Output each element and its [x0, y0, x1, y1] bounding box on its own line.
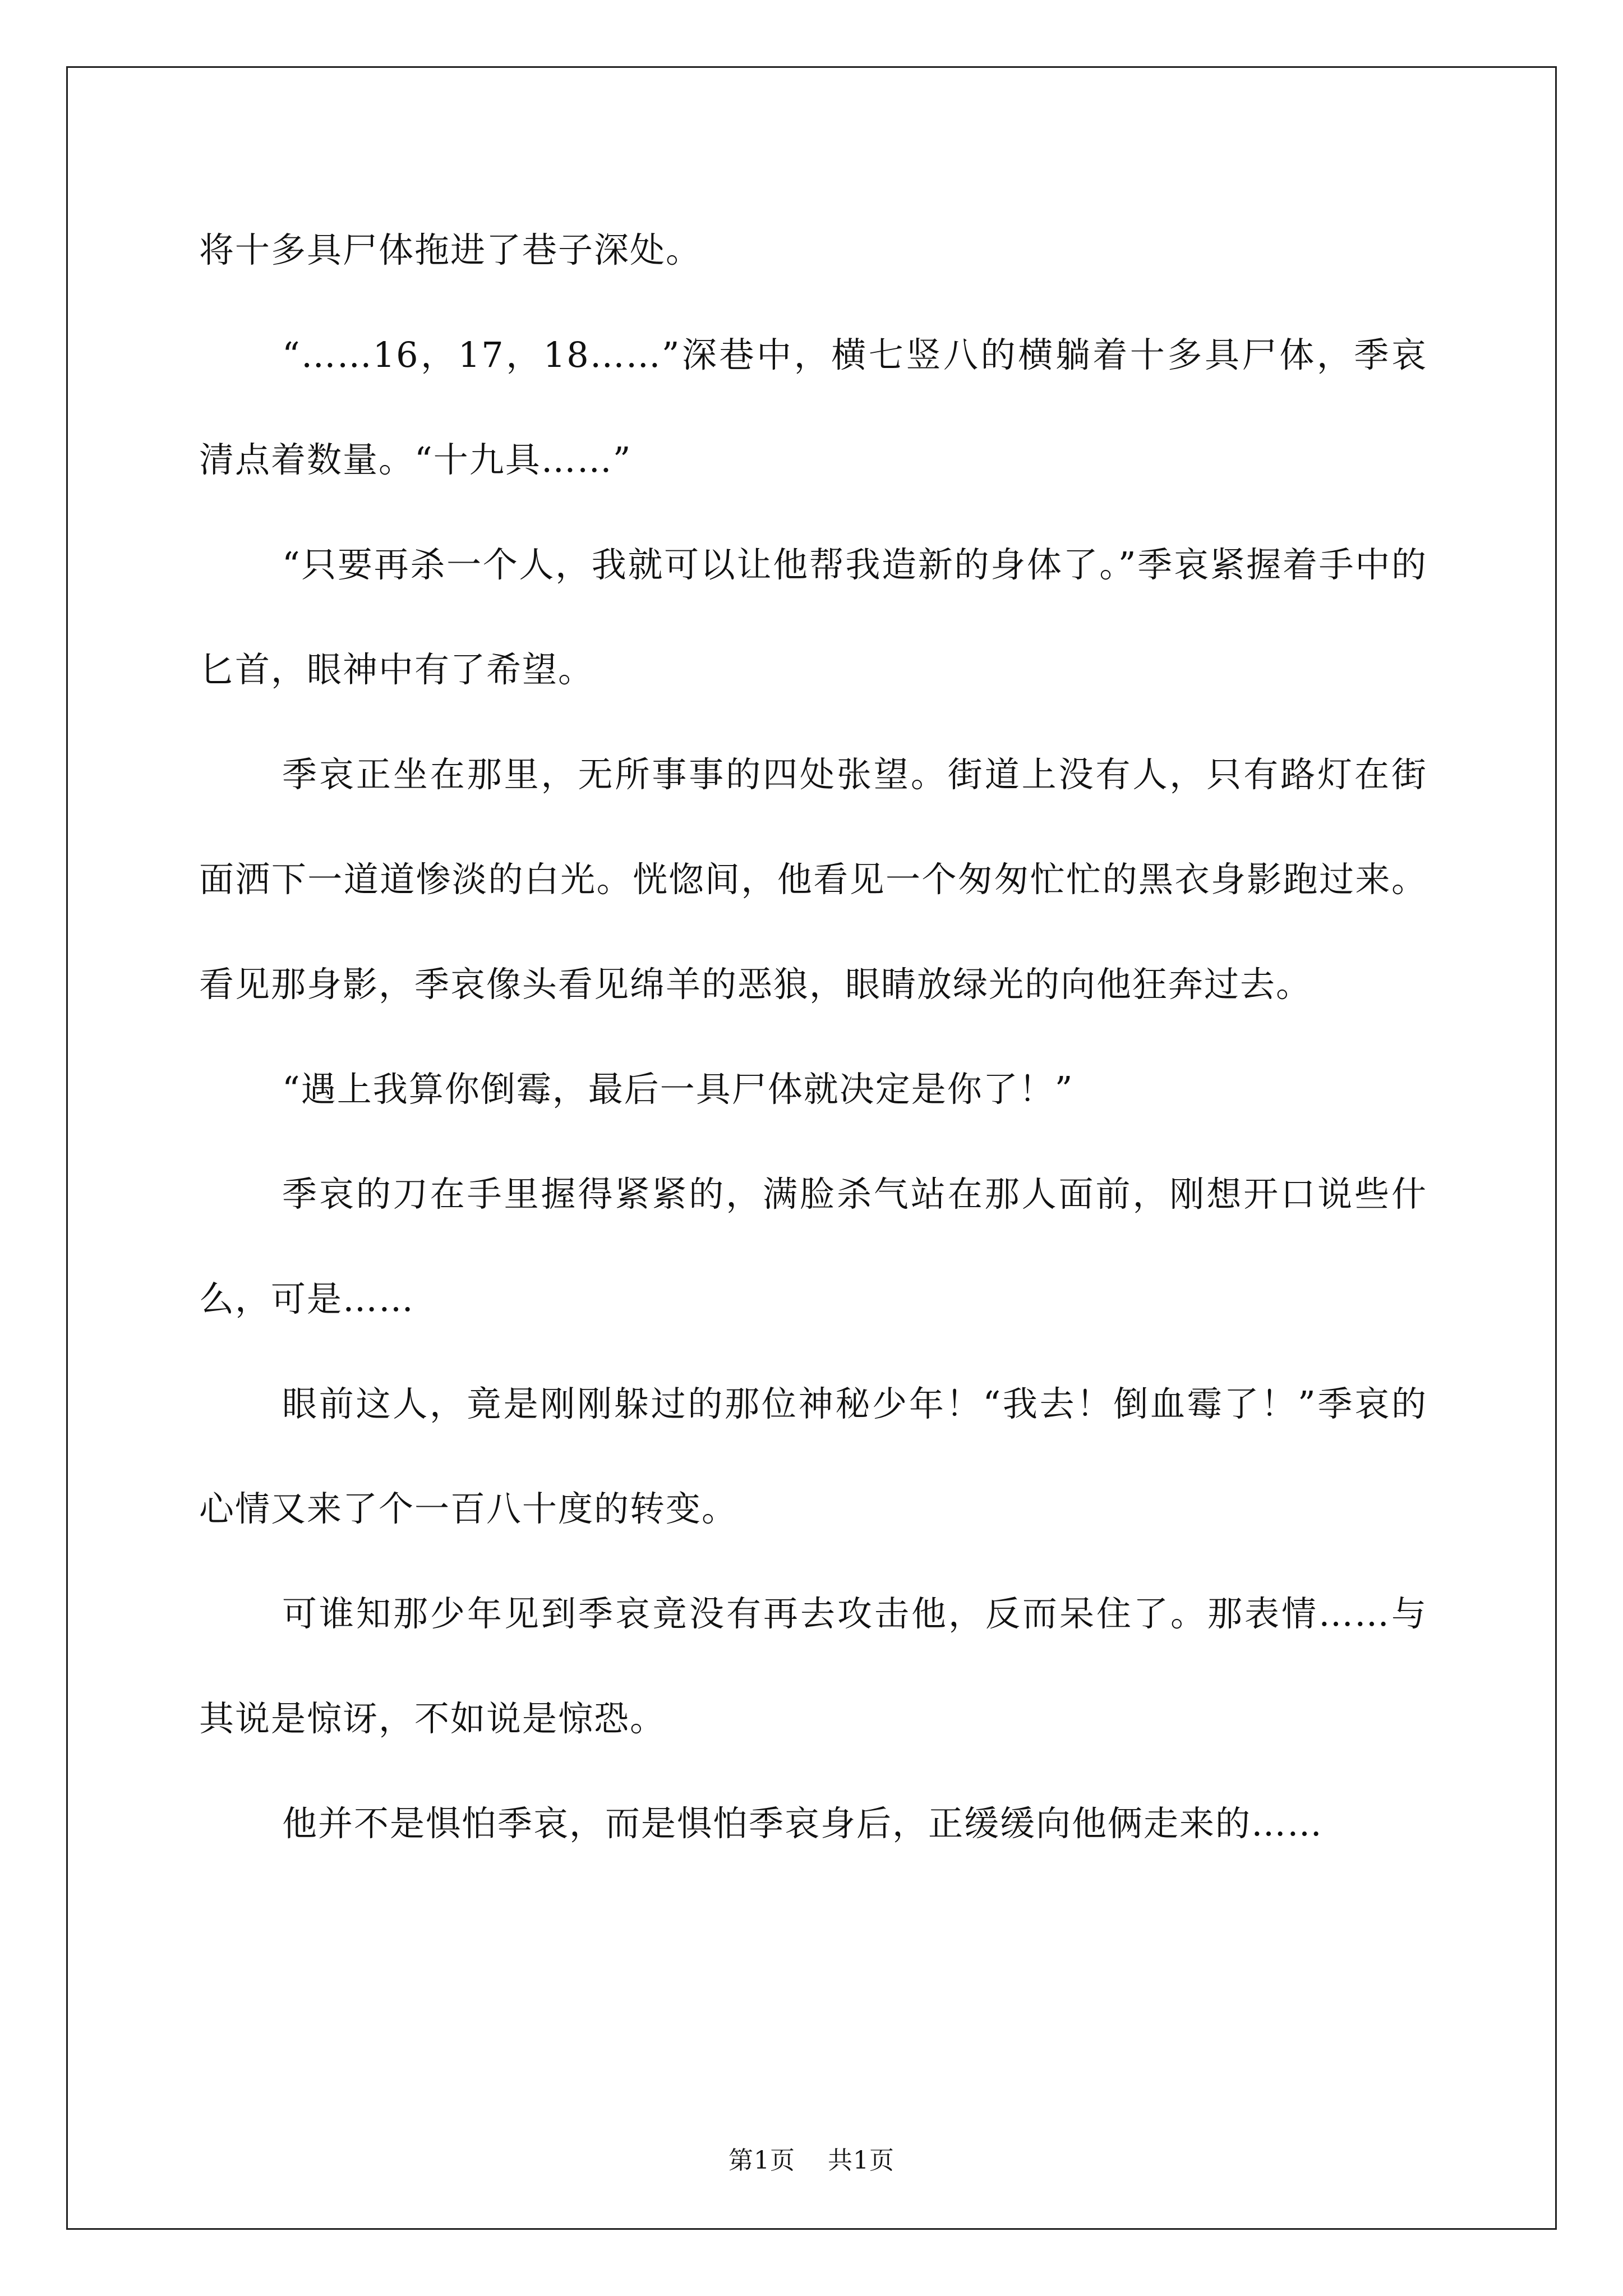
- paragraph-6: 季哀的刀在手里握得紧紧的，满脸杀气站在那人面前，刚想开口说些什么，可是……: [199, 1174, 1427, 1319]
- paragraph-8: 可谁知那少年见到季哀竟没有再去攻击他，反而呆住了。那表情……与其说是惊讶，不如说是惊恐。: [199, 1593, 1427, 1739]
- paragraph-4: 季哀正坐在那里，无所事事的四处张望。街道上没有人，只有路灯在街面洒下一道道惨淡的白光。恍惚间，他看见一个匆匆忙忙的黑衣身影跑过来。看见那身影，季哀像头看见绵羊的恶狼，眼睛放绿光的向他狂奔过去。: [199, 754, 1427, 1005]
- paragraph-5: “遇上我算你倒霉，最后一具尸体就决定是你了！”: [282, 1069, 1074, 1110]
- paragraph-2: “……16，17，18……”深巷中，横七竖八的横躺着十多具尸体，季哀清点着数量。“十九具……”: [199, 334, 1427, 480]
- paragraph-9: 他并不是惧怕季哀，而是惧怕季哀身后，正缓缓向他俩走来的……: [282, 1803, 1324, 1844]
- page-total: 共1页: [828, 2146, 895, 2175]
- paragraph-1: 将十多具尸体拖进了巷子深处。: [199, 229, 702, 270]
- paragraph-3: “只要再杀一个人，我就可以让他帮我造新的身体了。”季哀紧握着手中的匕首，眼神中有了希望。: [199, 544, 1427, 690]
- paragraph-7: 眼前这人，竟是刚刚躲过的那位神秘少年！“我去！倒血霉了！”季哀的心情又来了个一百八十度的转变。: [199, 1383, 1427, 1529]
- page-footer: [0, 2140, 1623, 2176]
- page-number: 第1页: [728, 2146, 795, 2175]
- document-body: [199, 197, 1427, 1876]
